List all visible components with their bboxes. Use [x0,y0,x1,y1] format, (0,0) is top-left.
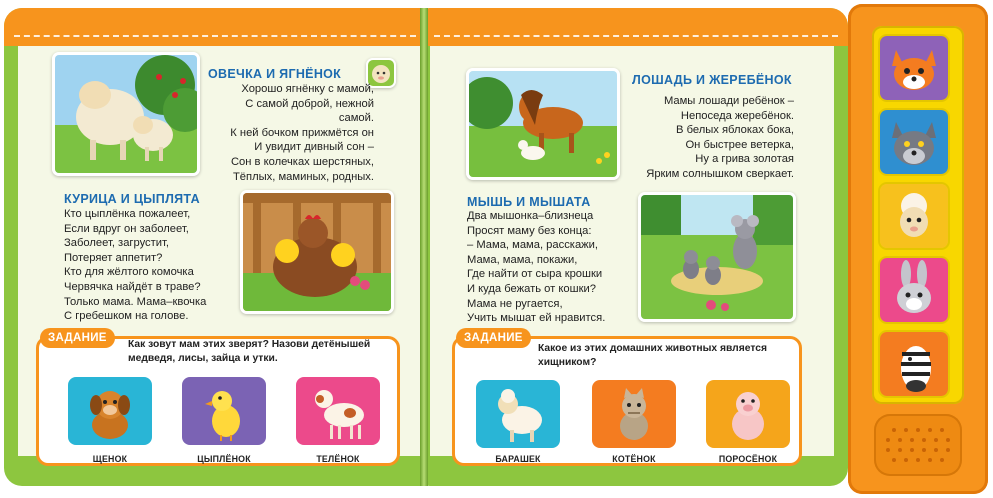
page-header-band [424,8,848,46]
sound-button-wolf[interactable] [878,108,950,176]
wolf-icon [880,110,948,174]
sound-panel [848,4,988,494]
sound-button-fox[interactable] [878,34,950,102]
task-label: ЗАДАНИЕ [40,328,115,348]
poem-line: – Мама, мама, расскажи, [467,239,599,252]
poem-line: Мама, мама, покажи, [467,253,578,266]
sound-button-sheep[interactable] [878,182,950,250]
rabbit-icon [880,258,948,322]
button-column [872,26,964,404]
card-caption: ЩЕНОК [92,454,128,464]
poem-line: К ней бочком прижмётся он [230,126,374,139]
story-poem [64,207,234,324]
calf-card[interactable] [296,377,380,445]
book-spine [420,8,428,486]
poem-line: самой. [338,112,374,125]
chick-card[interactable] [182,377,266,445]
story-poem [188,82,374,184]
mouse-and-mice-picture [638,192,796,322]
card-caption: ЦЫПЛЁНОК [197,454,251,464]
poem-line: Потеряет аппетит? [64,251,163,264]
poem-line: Он быстрее ветерка, [685,138,794,151]
zebra-icon [880,332,948,396]
task-question-line: Какое из этих домашних животных является [538,343,767,354]
card-caption: ТЕЛЁНОК [316,454,360,464]
story-poem [467,209,637,326]
poem-line: Непоседа жеребёнок. [680,109,794,122]
task-question-line: Как зовут мам этих зверят? Назови детёнышей [128,339,371,350]
poem-line: И куда бежать от кошки? [467,282,596,295]
poem-line: Учить мышат ей нравится. [467,312,606,325]
poem-line: Где найти от сыра крошки [467,268,603,281]
sound-button-zebra[interactable] [878,330,950,398]
poem-line: Тёплых, маминых, родных. [232,170,374,183]
poem-line: В белых яблоках бока, [676,124,794,137]
story-title: КУРИЦА И ЦЫПЛЯТА [64,192,200,206]
poem-line: Заболеет, загрустит, [64,237,170,250]
poem-line: Кто для жёлтого комочка [64,266,194,279]
poem-line: С гребешком на голове. [64,310,189,323]
poem-line: Кто цыплёнка пожалеет, [64,208,191,220]
task-question-line: хищником? [538,357,597,368]
story-poem [612,94,794,182]
task-question-line: медведя, лисы, зайца и утки. [128,353,278,364]
poem-line: Червячка найдёт в траве? [64,280,201,293]
sound-button-rabbit[interactable] [878,256,950,324]
story-title: ЛОШАДЬ И ЖЕРЕБЁНОК [632,73,792,87]
fox-icon [880,36,948,100]
poem-line: И увидит дивный сон – [254,141,374,154]
piglet-card[interactable] [706,380,790,448]
poem-line: Мамы лошади ребёнок – [663,95,794,107]
lamb-card[interactable] [476,380,560,448]
speaker-grille [874,414,962,476]
sheep-icon [880,184,948,248]
puppy-card[interactable] [68,377,152,445]
poem-line: Два мышонка–близнеца [467,210,594,222]
story-title: ОВЕЧКА И ЯГНЁНОК [208,67,342,81]
poem-line: Ну а грива золотая [695,153,794,166]
card-caption: ПОРОСЁНОК [718,454,778,464]
kitten-card[interactable] [592,380,676,448]
hen-and-chicks-picture [240,190,394,314]
poem-line: Только мама. Мама–квочка [64,295,207,308]
task-question [128,338,388,366]
poem-line: С самой доброй, нежной [245,97,374,110]
poem-line: Если вдруг он заболеет, [64,222,189,235]
poem-line: Мама не ругается, [467,297,563,310]
horse-and-foal-picture [466,68,620,180]
card-caption: БАРАШЕК [495,454,541,464]
sheep-and-lamb-picture [52,52,200,176]
poem-line: Просят маму без конца: [467,224,592,237]
page-header-band [4,8,426,46]
task-question [538,342,778,370]
poem-line: Сон в колечках шерстяных, [230,155,374,168]
card-caption: КОТЁНОК [612,454,656,464]
poem-line: Хорошо ягнёнку с мамой, [241,83,374,95]
task-label: ЗАДАНИЕ [456,328,531,348]
story-title: МЫШЬ И МЫШАТА [467,195,591,209]
poem-line: Ярким солнышком сверкает. [646,167,794,180]
